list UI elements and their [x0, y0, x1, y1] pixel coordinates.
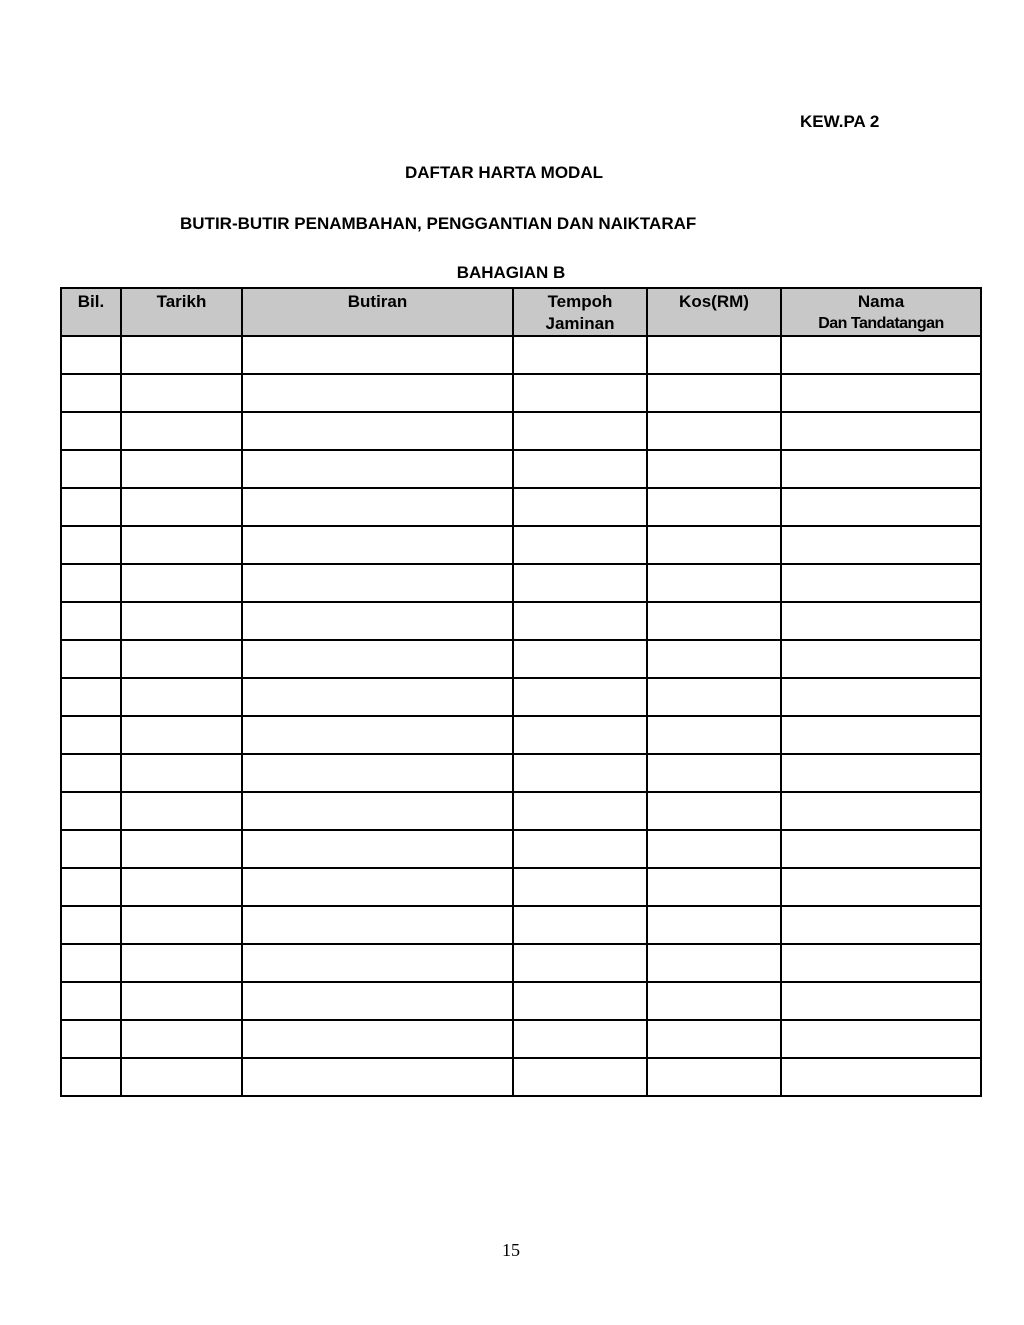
column-header-kos — [647, 288, 781, 336]
table-cell-kos[interactable] — [647, 640, 781, 678]
table-cell-butiran[interactable] — [242, 1058, 513, 1096]
table-cell-tarikh[interactable] — [121, 982, 242, 1020]
table-cell-kos[interactable] — [647, 526, 781, 564]
table-cell-nama-tandatangan[interactable] — [781, 678, 981, 716]
table-cell-butiran[interactable] — [242, 716, 513, 754]
table-cell-tarikh[interactable] — [121, 640, 242, 678]
column-header-tarikh — [121, 288, 242, 336]
table-cell-tarikh[interactable] — [121, 716, 242, 754]
table-row — [61, 754, 981, 792]
table-cell-butiran[interactable] — [242, 982, 513, 1020]
table-cell-kos[interactable] — [647, 1058, 781, 1096]
table-row — [61, 1058, 981, 1096]
table-cell-kos[interactable] — [647, 906, 781, 944]
table-cell-butiran[interactable] — [242, 1020, 513, 1058]
page-number: 15 — [502, 1240, 520, 1260]
table-cell-butiran[interactable] — [242, 640, 513, 678]
table-cell-kos[interactable] — [647, 944, 781, 982]
table-cell-tempoh-jaminan[interactable] — [513, 868, 647, 906]
table-cell-butiran[interactable] — [242, 830, 513, 868]
table-cell-tarikh[interactable] — [121, 830, 242, 868]
table-cell-bil[interactable] — [61, 450, 121, 488]
table-cell-kos[interactable] — [647, 754, 781, 792]
table-cell-bil[interactable] — [61, 792, 121, 830]
table-row — [61, 982, 981, 1020]
table-cell-kos[interactable] — [647, 488, 781, 526]
table-cell-nama-tandatangan[interactable] — [781, 564, 981, 602]
table-cell-tempoh-jaminan[interactable] — [513, 336, 647, 374]
table-cell-bil[interactable] — [61, 678, 121, 716]
table-cell-butiran[interactable] — [242, 450, 513, 488]
table-cell-tempoh-jaminan[interactable] — [513, 944, 647, 982]
table-cell-nama-tandatangan[interactable] — [781, 488, 981, 526]
column-header-label: Butiran — [347, 292, 408, 311]
table-cell-nama-tandatangan[interactable] — [781, 450, 981, 488]
table-cell-kos[interactable] — [647, 412, 781, 450]
table-cell-kos[interactable] — [647, 336, 781, 374]
table-cell-butiran[interactable] — [242, 754, 513, 792]
table-cell-bil[interactable] — [61, 336, 121, 374]
column-header-label: Tarikh — [156, 292, 207, 311]
column-header-label-line2: Dan Tandatangan — [818, 315, 944, 332]
column-header-nama-tandatangan — [781, 288, 981, 336]
table-cell-butiran[interactable] — [242, 374, 513, 412]
table-cell-tarikh[interactable] — [121, 678, 242, 716]
table-cell-tempoh-jaminan[interactable] — [513, 830, 647, 868]
table-cell-butiran[interactable] — [242, 526, 513, 564]
table-row — [61, 336, 981, 374]
table-cell-bil[interactable] — [61, 868, 121, 906]
table-cell-bil[interactable] — [61, 1058, 121, 1096]
table-cell-butiran[interactable] — [242, 868, 513, 906]
table-cell-butiran[interactable] — [242, 412, 513, 450]
table-cell-bil[interactable] — [61, 754, 121, 792]
table-cell-tarikh[interactable] — [121, 906, 242, 944]
table-cell-tempoh-jaminan[interactable] — [513, 450, 647, 488]
column-header-label: Bil. — [77, 292, 105, 311]
table-cell-butiran[interactable] — [242, 792, 513, 830]
table-row — [61, 564, 981, 602]
table-cell-kos[interactable] — [647, 602, 781, 640]
table-cell-kos[interactable] — [647, 868, 781, 906]
table-cell-tarikh[interactable] — [121, 1058, 242, 1096]
document-subtitle: BUTIR-BUTIR PENAMBAHAN, PENGGANTIAN DAN NAIKTARAF — [180, 214, 697, 233]
table-cell-bil[interactable] — [61, 906, 121, 944]
table-cell-tempoh-jaminan[interactable] — [513, 792, 647, 830]
table-cell-nama-tandatangan[interactable] — [781, 716, 981, 754]
table-row — [61, 868, 981, 906]
table-cell-tarikh[interactable] — [121, 412, 242, 450]
table-cell-tempoh-jaminan[interactable] — [513, 374, 647, 412]
column-header-tempoh-jaminan — [513, 288, 647, 336]
table-cell-butiran[interactable] — [242, 602, 513, 640]
table-body — [61, 336, 981, 1096]
table-row — [61, 716, 981, 754]
table-cell-tarikh[interactable] — [121, 1020, 242, 1058]
table-row — [61, 1020, 981, 1058]
table-cell-tempoh-jaminan[interactable] — [513, 526, 647, 564]
table-cell-tempoh-jaminan[interactable] — [513, 716, 647, 754]
table-cell-bil[interactable] — [61, 982, 121, 1020]
table-cell-nama-tandatangan[interactable] — [781, 526, 981, 564]
column-header-label: Kos(RM) — [679, 292, 749, 311]
table-cell-tempoh-jaminan[interactable] — [513, 982, 647, 1020]
table-row — [61, 602, 981, 640]
table-cell-butiran[interactable] — [242, 564, 513, 602]
table-cell-bil[interactable] — [61, 488, 121, 526]
table-cell-tarikh[interactable] — [121, 374, 242, 412]
table-cell-bil[interactable] — [61, 1020, 121, 1058]
table-cell-tarikh[interactable] — [121, 526, 242, 564]
table-cell-tempoh-jaminan[interactable] — [513, 602, 647, 640]
table-cell-butiran[interactable] — [242, 488, 513, 526]
form-code: KEW.PA 2 — [800, 112, 880, 131]
table-row — [61, 678, 981, 716]
table-cell-tarikh[interactable] — [121, 944, 242, 982]
table-cell-bil[interactable] — [61, 374, 121, 412]
table-cell-tempoh-jaminan[interactable] — [513, 678, 647, 716]
column-header-label-line2: Jaminan — [545, 314, 615, 333]
table-cell-tempoh-jaminan[interactable] — [513, 754, 647, 792]
table-row — [61, 450, 981, 488]
column-header-label: Nama — [857, 292, 905, 311]
table-cell-tarikh[interactable] — [121, 336, 242, 374]
table-cell-nama-tandatangan[interactable] — [781, 336, 981, 374]
table-row — [61, 374, 981, 412]
table-cell-tarikh[interactable] — [121, 602, 242, 640]
table-header-row — [61, 288, 981, 336]
table-cell-bil[interactable] — [61, 412, 121, 450]
table-cell-nama-tandatangan[interactable] — [781, 602, 981, 640]
table-cell-nama-tandatangan[interactable] — [781, 1020, 981, 1058]
table-cell-tempoh-jaminan[interactable] — [513, 564, 647, 602]
column-header-label: Tempoh — [547, 292, 613, 311]
table-cell-tempoh-jaminan[interactable] — [513, 488, 647, 526]
table-cell-butiran[interactable] — [242, 944, 513, 982]
table-cell-kos[interactable] — [647, 982, 781, 1020]
table-cell-butiran[interactable] — [242, 336, 513, 374]
table-cell-bil[interactable] — [61, 944, 121, 982]
table-cell-bil[interactable] — [61, 640, 121, 678]
table-cell-nama-tandatangan[interactable] — [781, 944, 981, 982]
table-cell-kos[interactable] — [647, 564, 781, 602]
table-row — [61, 830, 981, 868]
table-cell-kos[interactable] — [647, 792, 781, 830]
table-row — [61, 640, 981, 678]
table-cell-nama-tandatangan[interactable] — [781, 412, 981, 450]
table-cell-nama-tandatangan[interactable] — [781, 640, 981, 678]
table-cell-nama-tandatangan[interactable] — [781, 906, 981, 944]
table-cell-kos[interactable] — [647, 450, 781, 488]
table-cell-bil[interactable] — [61, 830, 121, 868]
table-cell-nama-tandatangan[interactable] — [781, 792, 981, 830]
table-cell-bil[interactable] — [61, 602, 121, 640]
table-row — [61, 906, 981, 944]
table-row — [61, 792, 981, 830]
table-cell-tempoh-jaminan[interactable] — [513, 412, 647, 450]
table-row — [61, 412, 981, 450]
table-cell-nama-tandatangan[interactable] — [781, 830, 981, 868]
table-cell-kos[interactable] — [647, 1020, 781, 1058]
table-cell-tarikh[interactable] — [121, 754, 242, 792]
table-row — [61, 488, 981, 526]
table-cell-butiran[interactable] — [242, 678, 513, 716]
table-cell-kos[interactable] — [647, 374, 781, 412]
table-cell-kos[interactable] — [647, 678, 781, 716]
table-cell-nama-tandatangan[interactable] — [781, 1058, 981, 1096]
table-cell-tarikh[interactable] — [121, 564, 242, 602]
table-row — [61, 944, 981, 982]
table-cell-tarikh[interactable] — [121, 868, 242, 906]
table-cell-tarikh[interactable] — [121, 488, 242, 526]
table-cell-bil[interactable] — [61, 564, 121, 602]
table-row — [61, 526, 981, 564]
table-cell-nama-tandatangan[interactable] — [781, 982, 981, 1020]
table-cell-tempoh-jaminan[interactable] — [513, 1058, 647, 1096]
table-cell-tarikh[interactable] — [121, 792, 242, 830]
table-cell-butiran[interactable] — [242, 906, 513, 944]
table-cell-tempoh-jaminan[interactable] — [513, 1020, 647, 1058]
section-heading: BAHAGIAN B — [456, 263, 566, 282]
table-cell-tempoh-jaminan[interactable] — [513, 906, 647, 944]
asset-register-table — [60, 287, 982, 1097]
table-cell-bil[interactable] — [61, 716, 121, 754]
column-header-butiran — [242, 288, 513, 336]
table-cell-nama-tandatangan[interactable] — [781, 868, 981, 906]
table-cell-tempoh-jaminan[interactable] — [513, 640, 647, 678]
table-cell-nama-tandatangan[interactable] — [781, 374, 981, 412]
table-cell-kos[interactable] — [647, 716, 781, 754]
table-cell-tarikh[interactable] — [121, 450, 242, 488]
table-cell-bil[interactable] — [61, 526, 121, 564]
table-cell-kos[interactable] — [647, 830, 781, 868]
document-title: DAFTAR HARTA MODAL — [405, 163, 603, 182]
table-cell-nama-tandatangan[interactable] — [781, 754, 981, 792]
column-header-bil — [61, 288, 121, 336]
